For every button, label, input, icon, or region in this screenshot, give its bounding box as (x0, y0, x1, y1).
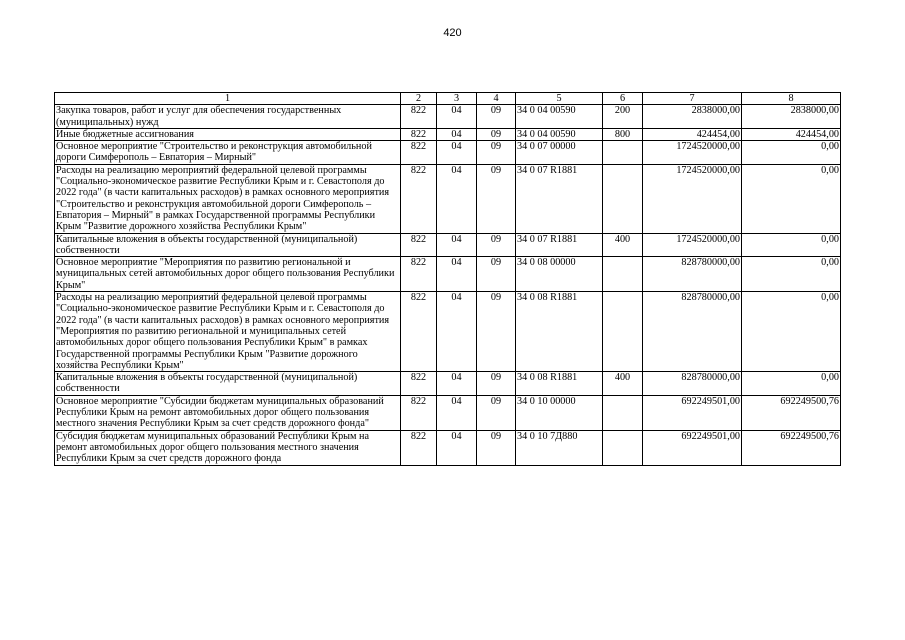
header-col-7: 7 (643, 93, 742, 105)
table-row (55, 257, 841, 292)
cell-sum2: 0,00 (742, 257, 841, 292)
cell-vr (603, 164, 643, 233)
cell-sum2: 424454,00 (742, 128, 841, 140)
table-row (55, 128, 841, 140)
cell-pr: 09 (477, 141, 516, 165)
cell-sum1: 828780000,00 (643, 257, 742, 292)
cell-name: Закупка товаров, работ и услуг для обеспечения государственных (муниципальных) нужд (55, 105, 401, 129)
cell-rz: 04 (437, 128, 477, 140)
cell-sum2: 2838000,00 (742, 105, 841, 129)
cell-csr: 34 0 10 7Д880 (516, 430, 603, 465)
cell-sum2: 692249500,76 (742, 430, 841, 465)
cell-name: Капитальные вложения в объекты государственной (муниципальной) собственности (55, 233, 401, 257)
cell-pr: 09 (477, 233, 516, 257)
cell-sum1: 1724520000,00 (643, 141, 742, 165)
cell-csr: 34 0 04 00590 (516, 105, 603, 129)
cell-name: Основное мероприятие "Мероприятия по развитию региональной и муниципальных сетей автомобильных дорог общего пользования Республики Крым" (55, 257, 401, 292)
cell-sum2: 692249500,76 (742, 395, 841, 430)
cell-name: Расходы на реализацию мероприятий федеральной целевой программы "Социально-экономическое развитие Республики Крым и г. Севастополя до 2022 года" (в части капитальных расходов) в рамках основного мероприятия "Строительство и реконструкция автомобильной дороги Симферополь – Евпатория – Мирный" в рамках Государственной программы Республики Крым "Развитие дорожного хозяйства Республики Крым" (55, 164, 401, 233)
cell-name: Капитальные вложения в объекты государственной (муниципальной) собственности (55, 372, 401, 396)
table-row (55, 105, 841, 129)
cell-rz: 04 (437, 233, 477, 257)
cell-csr: 34 0 07 R1881 (516, 233, 603, 257)
cell-ved: 822 (401, 128, 437, 140)
cell-csr: 34 0 08 R1881 (516, 372, 603, 396)
cell-sum1: 692249501,00 (643, 395, 742, 430)
cell-rz: 04 (437, 105, 477, 129)
cell-name: Основное мероприятие "Строительство и реконструкция автомобильной дороги Симферополь – Евпатория – Мирный" (55, 141, 401, 165)
cell-vr (603, 257, 643, 292)
page-number: 420 (443, 27, 462, 39)
table-row (55, 395, 841, 430)
cell-vr (603, 395, 643, 430)
header-col-3: 3 (437, 93, 477, 105)
cell-sum1: 828780000,00 (643, 292, 742, 372)
cell-sum2: 0,00 (742, 372, 841, 396)
header-row (55, 93, 841, 105)
table-row (55, 372, 841, 396)
cell-ved: 822 (401, 372, 437, 396)
cell-pr: 09 (477, 257, 516, 292)
cell-sum1: 1724520000,00 (643, 233, 742, 257)
cell-csr: 34 0 10 00000 (516, 395, 603, 430)
cell-pr: 09 (477, 105, 516, 129)
cell-sum1: 2838000,00 (643, 105, 742, 129)
cell-vr (603, 292, 643, 372)
cell-vr (603, 141, 643, 165)
cell-pr: 09 (477, 395, 516, 430)
cell-ved: 822 (401, 233, 437, 257)
cell-vr: 200 (603, 105, 643, 129)
cell-sum2: 0,00 (742, 164, 841, 233)
cell-rz: 04 (437, 164, 477, 233)
cell-ved: 822 (401, 430, 437, 465)
cell-ved: 822 (401, 141, 437, 165)
cell-pr: 09 (477, 164, 516, 233)
cell-pr: 09 (477, 372, 516, 396)
cell-vr (603, 430, 643, 465)
cell-ved: 822 (401, 257, 437, 292)
cell-sum2: 0,00 (742, 233, 841, 257)
table-row (55, 430, 841, 465)
table-row (55, 164, 841, 233)
cell-sum1: 692249501,00 (643, 430, 742, 465)
header-col-4: 4 (477, 93, 516, 105)
cell-csr: 34 0 07 00000 (516, 141, 603, 165)
cell-name: Иные бюджетные ассигнования (55, 128, 401, 140)
cell-rz: 04 (437, 395, 477, 430)
cell-rz: 04 (437, 257, 477, 292)
cell-sum2: 0,00 (742, 141, 841, 165)
cell-vr: 400 (603, 233, 643, 257)
cell-vr: 400 (603, 372, 643, 396)
cell-sum2: 0,00 (742, 292, 841, 372)
cell-pr: 09 (477, 430, 516, 465)
cell-ved: 822 (401, 164, 437, 233)
table-row (55, 292, 841, 372)
cell-vr: 800 (603, 128, 643, 140)
cell-sum1: 828780000,00 (643, 372, 742, 396)
cell-sum1: 424454,00 (643, 128, 742, 140)
cell-name: Расходы на реализацию мероприятий федеральной целевой программы "Социально-экономическое развитие Республики Крым и г. Севастополя до 2022 года" (в части капитальных расходов) в рамках основного мероприятия "Мероприятия по развитию региональной и муниципальных сетей автомобильных дорог общего пользования Республики Крым" в рамках Государственной программы Республики Крым "Развитие дорожного хозяйства Республики Крым" (55, 292, 401, 372)
table-row (55, 141, 841, 165)
header-col-2: 2 (401, 93, 437, 105)
cell-csr: 34 0 07 R1881 (516, 164, 603, 233)
cell-rz: 04 (437, 141, 477, 165)
cell-sum1: 1724520000,00 (643, 164, 742, 233)
header-col-1: 1 (55, 93, 401, 105)
header-col-6: 6 (603, 93, 643, 105)
cell-ved: 822 (401, 105, 437, 129)
cell-csr: 34 0 08 00000 (516, 257, 603, 292)
cell-rz: 04 (437, 292, 477, 372)
cell-name: Основное мероприятие "Субсидии бюджетам муниципальных образований Республики Крым на ремонт автомобильных дорог общего пользования местного значения Республики Крым за счет средств дорожного фонда" (55, 395, 401, 430)
cell-pr: 09 (477, 292, 516, 372)
header-col-8: 8 (742, 93, 841, 105)
cell-rz: 04 (437, 430, 477, 465)
cell-rz: 04 (437, 372, 477, 396)
cell-pr: 09 (477, 128, 516, 140)
budget-table (54, 92, 841, 466)
cell-csr: 34 0 08 R1881 (516, 292, 603, 372)
cell-ved: 822 (401, 395, 437, 430)
header-col-5: 5 (516, 93, 603, 105)
cell-csr: 34 0 04 00590 (516, 128, 603, 140)
table-row (55, 233, 841, 257)
cell-name: Субсидия бюджетам муниципальных образований Республики Крым на ремонт автомобильных дорог общего пользования местного значения Республики Крым за счет средств дорожного фонда (55, 430, 401, 465)
cell-ved: 822 (401, 292, 437, 372)
